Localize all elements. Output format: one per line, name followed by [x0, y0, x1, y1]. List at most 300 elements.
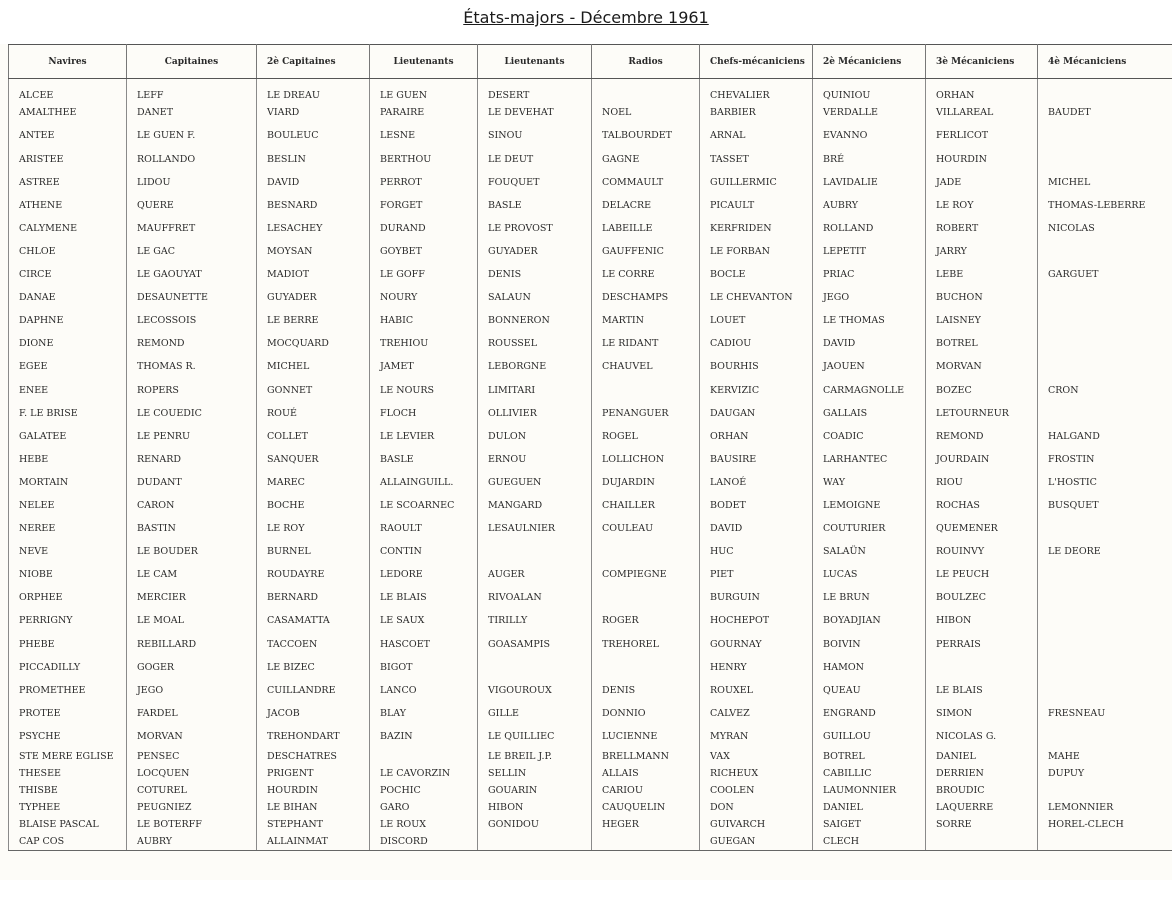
cell-radio: ALLAIS: [592, 765, 700, 782]
cell-lieutenant-1: BLAY: [370, 702, 478, 725]
cell-2e-mecanicien: SAIGET: [813, 816, 926, 833]
cell-capitaine: LECOSSOIS: [127, 309, 257, 332]
cell-2e-mecanicien: VERDALLE: [813, 102, 926, 125]
cell-4e-mecanicien: FROSTIN: [1038, 448, 1172, 471]
cell-lieutenant-1: BIGOT: [370, 656, 478, 679]
cell-capitaine: LEFF: [127, 79, 257, 102]
table-row: [9, 782, 1172, 799]
cell-lieutenant-2: GUEGUEN: [478, 471, 592, 494]
cell-lieutenant-1: FORGET: [370, 194, 478, 217]
crew-roster-sheet: [0, 44, 1172, 880]
cell-radio: CAUQUELIN: [592, 799, 700, 816]
cell-chef-mecanicien: PICAULT: [700, 194, 813, 217]
table-row: [9, 102, 1172, 125]
cell-second-capitaine: LESACHEY: [257, 217, 370, 240]
cell-capitaine: AUBRY: [127, 833, 257, 850]
cell-chef-mecanicien: KERVIZIC: [700, 379, 813, 402]
cell-radio: COULEAU: [592, 517, 700, 540]
cell-chef-mecanicien: ARNAL: [700, 125, 813, 148]
cell-navire: MORTAIN: [9, 471, 127, 494]
page-title: États-majors - Décembre 1961: [463, 8, 709, 27]
cell-lieutenant-1: ALLAINGUILL.: [370, 471, 478, 494]
cell-second-capitaine: LE BERRE: [257, 309, 370, 332]
cell-lieutenant-2: GUYADER: [478, 240, 592, 263]
cell-4e-mecanicien: [1038, 517, 1172, 540]
header-2e-capitaines: 2è Capitaines: [257, 45, 370, 79]
cell-radio: [592, 656, 700, 679]
cell-lieutenant-2: SINOU: [478, 125, 592, 148]
cell-4e-mecanicien: [1038, 286, 1172, 309]
header-navires: Navires: [9, 45, 127, 79]
cell-second-capitaine: PRIGENT: [257, 765, 370, 782]
cell-2e-mecanicien: QUINIOU: [813, 79, 926, 102]
cell-3e-mecanicien: LE PEUCH: [926, 563, 1038, 586]
cell-capitaine: LE COUEDIC: [127, 402, 257, 425]
cell-second-capitaine: BESLIN: [257, 148, 370, 171]
table-row: [9, 217, 1172, 240]
cell-capitaine: FARDEL: [127, 702, 257, 725]
table-row: [9, 171, 1172, 194]
table-row: [9, 240, 1172, 263]
cell-lieutenant-1: LANCO: [370, 679, 478, 702]
cell-second-capitaine: DAVID: [257, 171, 370, 194]
cell-capitaine: LE GAC: [127, 240, 257, 263]
cell-lieutenant-2: GOUARIN: [478, 782, 592, 799]
cell-3e-mecanicien: ORHAN: [926, 79, 1038, 102]
cell-lieutenant-1: LE GOFF: [370, 263, 478, 286]
cell-capitaine: CARON: [127, 494, 257, 517]
cell-4e-mecanicien: MICHEL: [1038, 171, 1172, 194]
cell-chef-mecanicien: LOUET: [700, 309, 813, 332]
cell-2e-mecanicien: JEGO: [813, 286, 926, 309]
cell-lieutenant-2: DENIS: [478, 263, 592, 286]
cell-3e-mecanicien: JADE: [926, 171, 1038, 194]
cell-3e-mecanicien: LE ROY: [926, 194, 1038, 217]
cell-3e-mecanicien: REMOND: [926, 425, 1038, 448]
cell-chef-mecanicien: LE FORBAN: [700, 240, 813, 263]
cell-chef-mecanicien: BODET: [700, 494, 813, 517]
cell-chef-mecanicien: HENRY: [700, 656, 813, 679]
cell-capitaine: LE PENRU: [127, 425, 257, 448]
cell-lieutenant-1: POCHIC: [370, 782, 478, 799]
cell-capitaine: COTUREL: [127, 782, 257, 799]
cell-lieutenant-1: BERTHOU: [370, 148, 478, 171]
cell-lieutenant-2: SALAUN: [478, 286, 592, 309]
table-row: [9, 494, 1172, 517]
cell-radio: LE CORRE: [592, 263, 700, 286]
table-row: [9, 587, 1172, 610]
cell-navire: NIOBE: [9, 563, 127, 586]
cell-navire: NELEE: [9, 494, 127, 517]
cell-chef-mecanicien: BAUSIRE: [700, 448, 813, 471]
cell-chef-mecanicien: GOURNAY: [700, 633, 813, 656]
cell-lieutenant-2: FOUQUET: [478, 171, 592, 194]
cell-2e-mecanicien: AUBRY: [813, 194, 926, 217]
cell-lieutenant-1: NOURY: [370, 286, 478, 309]
cell-navire: ORPHEE: [9, 587, 127, 610]
cell-2e-mecanicien: LAUMONNIER: [813, 782, 926, 799]
cell-capitaine: JEGO: [127, 679, 257, 702]
cell-lieutenant-2: TIRILLY: [478, 610, 592, 633]
cell-lieutenant-2: ROUSSEL: [478, 333, 592, 356]
cell-2e-mecanicien: HAMON: [813, 656, 926, 679]
cell-navire: ARISTEE: [9, 148, 127, 171]
cell-4e-mecanicien: [1038, 309, 1172, 332]
cell-2e-mecanicien: COADIC: [813, 425, 926, 448]
cell-second-capitaine: GONNET: [257, 379, 370, 402]
cell-lieutenant-1: BAZIN: [370, 725, 478, 748]
table-row: [9, 656, 1172, 679]
cell-radio: MARTIN: [592, 309, 700, 332]
cell-lieutenant-1: LE GUEN: [370, 79, 478, 102]
cell-navire: ALCEE: [9, 79, 127, 102]
cell-second-capitaine: MICHEL: [257, 356, 370, 379]
cell-navire: TYPHEE: [9, 799, 127, 816]
cell-lieutenant-2: SELLIN: [478, 765, 592, 782]
cell-3e-mecanicien: LAQUERRE: [926, 799, 1038, 816]
cell-4e-mecanicien: CRON: [1038, 379, 1172, 402]
cell-radio: DESCHAMPS: [592, 286, 700, 309]
cell-capitaine: PENSEC: [127, 748, 257, 765]
cell-navire: AMALTHEE: [9, 102, 127, 125]
cell-navire: ATHENE: [9, 194, 127, 217]
cell-radio: NOEL: [592, 102, 700, 125]
cell-lieutenant-2: ERNOU: [478, 448, 592, 471]
cell-second-capitaine: VIARD: [257, 102, 370, 125]
cell-chef-mecanicien: CALVEZ: [700, 702, 813, 725]
cell-lieutenant-1: FLOCH: [370, 402, 478, 425]
cell-chef-mecanicien: VAX: [700, 748, 813, 765]
header-4e-mecaniciens: 4è Mécaniciens: [1038, 45, 1172, 79]
cell-second-capitaine: HOURDIN: [257, 782, 370, 799]
cell-lieutenant-1: GARO: [370, 799, 478, 816]
cell-2e-mecanicien: BRÉ: [813, 148, 926, 171]
cell-3e-mecanicien: LEBE: [926, 263, 1038, 286]
cell-second-capitaine: ALLAINMAT: [257, 833, 370, 850]
cell-lieutenant-1: JAMET: [370, 356, 478, 379]
table-row: [9, 286, 1172, 309]
cell-4e-mecanicien: NICOLAS: [1038, 217, 1172, 240]
cell-lieutenant-2: AUGER: [478, 563, 592, 586]
cell-radio: DELACRE: [592, 194, 700, 217]
cell-2e-mecanicien: CARMAGNOLLE: [813, 379, 926, 402]
cell-4e-mecanicien: [1038, 240, 1172, 263]
cell-radio: DONNIO: [592, 702, 700, 725]
cell-2e-mecanicien: JAOUEN: [813, 356, 926, 379]
header-row: [9, 45, 1172, 79]
cell-3e-mecanicien: SIMON: [926, 702, 1038, 725]
cell-2e-mecanicien: QUEAU: [813, 679, 926, 702]
cell-second-capitaine: MOCQUARD: [257, 333, 370, 356]
cell-radio: ROGEL: [592, 425, 700, 448]
cell-capitaine: LE GUEN F.: [127, 125, 257, 148]
cell-capitaine: BASTIN: [127, 517, 257, 540]
cell-3e-mecanicien: PERRAIS: [926, 633, 1038, 656]
cell-lieutenant-2: LIMITARI: [478, 379, 592, 402]
cell-4e-mecanicien: [1038, 402, 1172, 425]
cell-lieutenant-1: BASLE: [370, 448, 478, 471]
cell-4e-mecanicien: [1038, 125, 1172, 148]
cell-3e-mecanicien: LE BLAIS: [926, 679, 1038, 702]
cell-second-capitaine: BOULEUC: [257, 125, 370, 148]
cell-chef-mecanicien: CADIOU: [700, 333, 813, 356]
cell-3e-mecanicien: DERRIEN: [926, 765, 1038, 782]
cell-navire: DIONE: [9, 333, 127, 356]
table-row: [9, 309, 1172, 332]
cell-capitaine: LE MOAL: [127, 610, 257, 633]
table-row: [9, 633, 1172, 656]
cell-chef-mecanicien: ROUXEL: [700, 679, 813, 702]
cell-lieutenant-2: LE DEVEHAT: [478, 102, 592, 125]
cell-navire: PERRIGNY: [9, 610, 127, 633]
cell-4e-mecanicien: LE DEORE: [1038, 540, 1172, 563]
cell-lieutenant-2: LE PROVOST: [478, 217, 592, 240]
cell-4e-mecanicien: [1038, 610, 1172, 633]
cell-capitaine: LE CAM: [127, 563, 257, 586]
table-row: [9, 471, 1172, 494]
cell-3e-mecanicien: MORVAN: [926, 356, 1038, 379]
cell-navire: EGEE: [9, 356, 127, 379]
cell-4e-mecanicien: [1038, 782, 1172, 799]
cell-radio: PENANGUER: [592, 402, 700, 425]
cell-navire: CAP COS: [9, 833, 127, 850]
cell-capitaine: DESAUNETTE: [127, 286, 257, 309]
cell-radio: CARIOU: [592, 782, 700, 799]
cell-2e-mecanicien: CLECH: [813, 833, 926, 850]
cell-radio: LUCIENNE: [592, 725, 700, 748]
cell-chef-mecanicien: BOCLE: [700, 263, 813, 286]
cell-lieutenant-2: GONIDOU: [478, 816, 592, 833]
cell-lieutenant-1: LE NOURS: [370, 379, 478, 402]
cell-chef-mecanicien: TASSET: [700, 148, 813, 171]
cell-3e-mecanicien: HOURDIN: [926, 148, 1038, 171]
cell-lieutenant-2: LE DEUT: [478, 148, 592, 171]
cell-navire: CALYMENE: [9, 217, 127, 240]
cell-radio: [592, 833, 700, 850]
cell-3e-mecanicien: JARRY: [926, 240, 1038, 263]
cell-second-capitaine: BURNEL: [257, 540, 370, 563]
cell-second-capitaine: DESCHATRES: [257, 748, 370, 765]
cell-radio: LOLLICHON: [592, 448, 700, 471]
cell-lieutenant-1: DISCORD: [370, 833, 478, 850]
cell-radio: GAUFFENIC: [592, 240, 700, 263]
cell-2e-mecanicien: GALLAIS: [813, 402, 926, 425]
cell-4e-mecanicien: FRESNEAU: [1038, 702, 1172, 725]
cell-radio: ROGER: [592, 610, 700, 633]
cell-lieutenant-2: HIBON: [478, 799, 592, 816]
cell-3e-mecanicien: JOURDAIN: [926, 448, 1038, 471]
table-row: [9, 425, 1172, 448]
cell-chef-mecanicien: DON: [700, 799, 813, 816]
table-row: [9, 725, 1172, 748]
cell-chef-mecanicien: LANOÉ: [700, 471, 813, 494]
cell-3e-mecanicien: ROCHAS: [926, 494, 1038, 517]
cell-4e-mecanicien: HOREL-CLECH: [1038, 816, 1172, 833]
cell-chef-mecanicien: GUEGAN: [700, 833, 813, 850]
cell-2e-mecanicien: PRIAC: [813, 263, 926, 286]
cell-navire: ASTREE: [9, 171, 127, 194]
cell-second-capitaine: CUILLANDRE: [257, 679, 370, 702]
cell-radio: [592, 379, 700, 402]
cell-3e-mecanicien: NICOLAS G.: [926, 725, 1038, 748]
cell-second-capitaine: MOYSAN: [257, 240, 370, 263]
cell-capitaine: REBILLARD: [127, 633, 257, 656]
cell-2e-mecanicien: BOTREL: [813, 748, 926, 765]
cell-4e-mecanicien: [1038, 833, 1172, 850]
cell-3e-mecanicien: QUEMENER: [926, 517, 1038, 540]
cell-capitaine: GOGER: [127, 656, 257, 679]
table-row: [9, 263, 1172, 286]
cell-lieutenant-2: LESAULNIER: [478, 517, 592, 540]
cell-second-capitaine: LE ROY: [257, 517, 370, 540]
cell-capitaine: MAUFFRET: [127, 217, 257, 240]
cell-lieutenant-1: LE BLAIS: [370, 587, 478, 610]
cell-lieutenant-2: VIGOUROUX: [478, 679, 592, 702]
cell-capitaine: MERCIER: [127, 587, 257, 610]
cell-capitaine: REMOND: [127, 333, 257, 356]
cell-3e-mecanicien: [926, 656, 1038, 679]
header-radios: Radios: [592, 45, 700, 79]
cell-second-capitaine: ROUDAYRE: [257, 563, 370, 586]
cell-2e-mecanicien: LUCAS: [813, 563, 926, 586]
cell-2e-mecanicien: COUTURIER: [813, 517, 926, 540]
cell-4e-mecanicien: [1038, 587, 1172, 610]
cell-navire: CIRCE: [9, 263, 127, 286]
cell-lieutenant-1: PERROT: [370, 171, 478, 194]
cell-radio: TREHOREL: [592, 633, 700, 656]
cell-capitaine: RENARD: [127, 448, 257, 471]
cell-lieutenant-2: LEBORGNE: [478, 356, 592, 379]
cell-capitaine: LIDOU: [127, 171, 257, 194]
crew-roster-table: [8, 44, 1172, 851]
cell-lieutenant-2: RIVOALAN: [478, 587, 592, 610]
table-row: [9, 125, 1172, 148]
cell-navire: PHEBE: [9, 633, 127, 656]
cell-capitaine: LE BOUDER: [127, 540, 257, 563]
cell-second-capitaine: TREHONDART: [257, 725, 370, 748]
cell-3e-mecanicien: HIBON: [926, 610, 1038, 633]
table-row: [9, 333, 1172, 356]
cell-navire: HEBE: [9, 448, 127, 471]
table-row: [9, 148, 1172, 171]
cell-3e-mecanicien: BROUDIC: [926, 782, 1038, 799]
cell-3e-mecanicien: DANIEL: [926, 748, 1038, 765]
cell-lieutenant-1: CONTIN: [370, 540, 478, 563]
cell-4e-mecanicien: BAUDET: [1038, 102, 1172, 125]
cell-navire: GALATEE: [9, 425, 127, 448]
cell-radio: [592, 79, 700, 102]
cell-navire: PICCADILLY: [9, 656, 127, 679]
table-row: [9, 702, 1172, 725]
cell-lieutenant-2: [478, 540, 592, 563]
cell-lieutenant-2: BASLE: [478, 194, 592, 217]
cell-lieutenant-2: MANGARD: [478, 494, 592, 517]
cell-navire: STE MERE EGLISE: [9, 748, 127, 765]
cell-4e-mecanicien: [1038, 333, 1172, 356]
cell-capitaine: THOMAS R.: [127, 356, 257, 379]
cell-2e-mecanicien: LE BRUN: [813, 587, 926, 610]
cell-2e-mecanicien: ENGRAND: [813, 702, 926, 725]
table-row: [9, 610, 1172, 633]
cell-capitaine: LOCQUEN: [127, 765, 257, 782]
cell-capitaine: ROPERS: [127, 379, 257, 402]
cell-2e-mecanicien: ROLLAND: [813, 217, 926, 240]
cell-4e-mecanicien: [1038, 656, 1172, 679]
cell-2e-mecanicien: GUILLOU: [813, 725, 926, 748]
cell-lieutenant-2: [478, 656, 592, 679]
cell-chef-mecanicien: KERFRIDEN: [700, 217, 813, 240]
cell-navire: PROTEE: [9, 702, 127, 725]
cell-second-capitaine: BERNARD: [257, 587, 370, 610]
cell-capitaine: LE BOTERFF: [127, 816, 257, 833]
cell-second-capitaine: COLLET: [257, 425, 370, 448]
cell-lieutenant-1: GOYBET: [370, 240, 478, 263]
cell-navire: NEREE: [9, 517, 127, 540]
cell-chef-mecanicien: DAUGAN: [700, 402, 813, 425]
cell-4e-mecanicien: HALGAND: [1038, 425, 1172, 448]
cell-second-capitaine: MADIOT: [257, 263, 370, 286]
cell-chef-mecanicien: RICHEUX: [700, 765, 813, 782]
cell-2e-mecanicien: SALAÜN: [813, 540, 926, 563]
cell-second-capitaine: STEPHANT: [257, 816, 370, 833]
cell-3e-mecanicien: VILLAREAL: [926, 102, 1038, 125]
cell-4e-mecanicien: MAHE: [1038, 748, 1172, 765]
cell-radio: GAGNE: [592, 148, 700, 171]
cell-chef-mecanicien: GUILLERMIC: [700, 171, 813, 194]
cell-4e-mecanicien: GARGUET: [1038, 263, 1172, 286]
cell-4e-mecanicien: [1038, 356, 1172, 379]
cell-2e-mecanicien: DAVID: [813, 333, 926, 356]
cell-navire: ENEE: [9, 379, 127, 402]
cell-navire: CHLOE: [9, 240, 127, 263]
cell-2e-mecanicien: BOYADJIAN: [813, 610, 926, 633]
cell-radio: LABEILLE: [592, 217, 700, 240]
table-row: [9, 833, 1172, 850]
cell-capitaine: ROLLANDO: [127, 148, 257, 171]
cell-radio: DUJARDIN: [592, 471, 700, 494]
table-row: [9, 402, 1172, 425]
cell-2e-mecanicien: LEMOIGNE: [813, 494, 926, 517]
cell-capitaine: LE GAOUYAT: [127, 263, 257, 286]
table-row: [9, 448, 1172, 471]
cell-radio: CHAUVEL: [592, 356, 700, 379]
cell-2e-mecanicien: LARHANTEC: [813, 448, 926, 471]
cell-4e-mecanicien: BUSQUET: [1038, 494, 1172, 517]
cell-lieutenant-2: BONNERON: [478, 309, 592, 332]
cell-chef-mecanicien: MYRAN: [700, 725, 813, 748]
cell-second-capitaine: LE BIZEC: [257, 656, 370, 679]
cell-chef-mecanicien: LE CHEVANTON: [700, 286, 813, 309]
cell-capitaine: QUERE: [127, 194, 257, 217]
cell-2e-mecanicien: WAY: [813, 471, 926, 494]
cell-chef-mecanicien: BOURHIS: [700, 356, 813, 379]
cell-4e-mecanicien: L'HOSTIC: [1038, 471, 1172, 494]
cell-lieutenant-1: LESNE: [370, 125, 478, 148]
cell-second-capitaine: JACOB: [257, 702, 370, 725]
table-row: [9, 194, 1172, 217]
cell-chef-mecanicien: BARBIER: [700, 102, 813, 125]
cell-lieutenant-2: LE QUILLIEC: [478, 725, 592, 748]
cell-chef-mecanicien: CHEVALIER: [700, 79, 813, 102]
table-row: [9, 563, 1172, 586]
cell-second-capitaine: BESNARD: [257, 194, 370, 217]
header-2e-mecaniciens: 2è Mécaniciens: [813, 45, 926, 79]
cell-radio: BRELLMANN: [592, 748, 700, 765]
cell-3e-mecanicien: BOZEC: [926, 379, 1038, 402]
cell-radio: DENIS: [592, 679, 700, 702]
cell-second-capitaine: LE BIHAN: [257, 799, 370, 816]
cell-navire: THISBE: [9, 782, 127, 799]
